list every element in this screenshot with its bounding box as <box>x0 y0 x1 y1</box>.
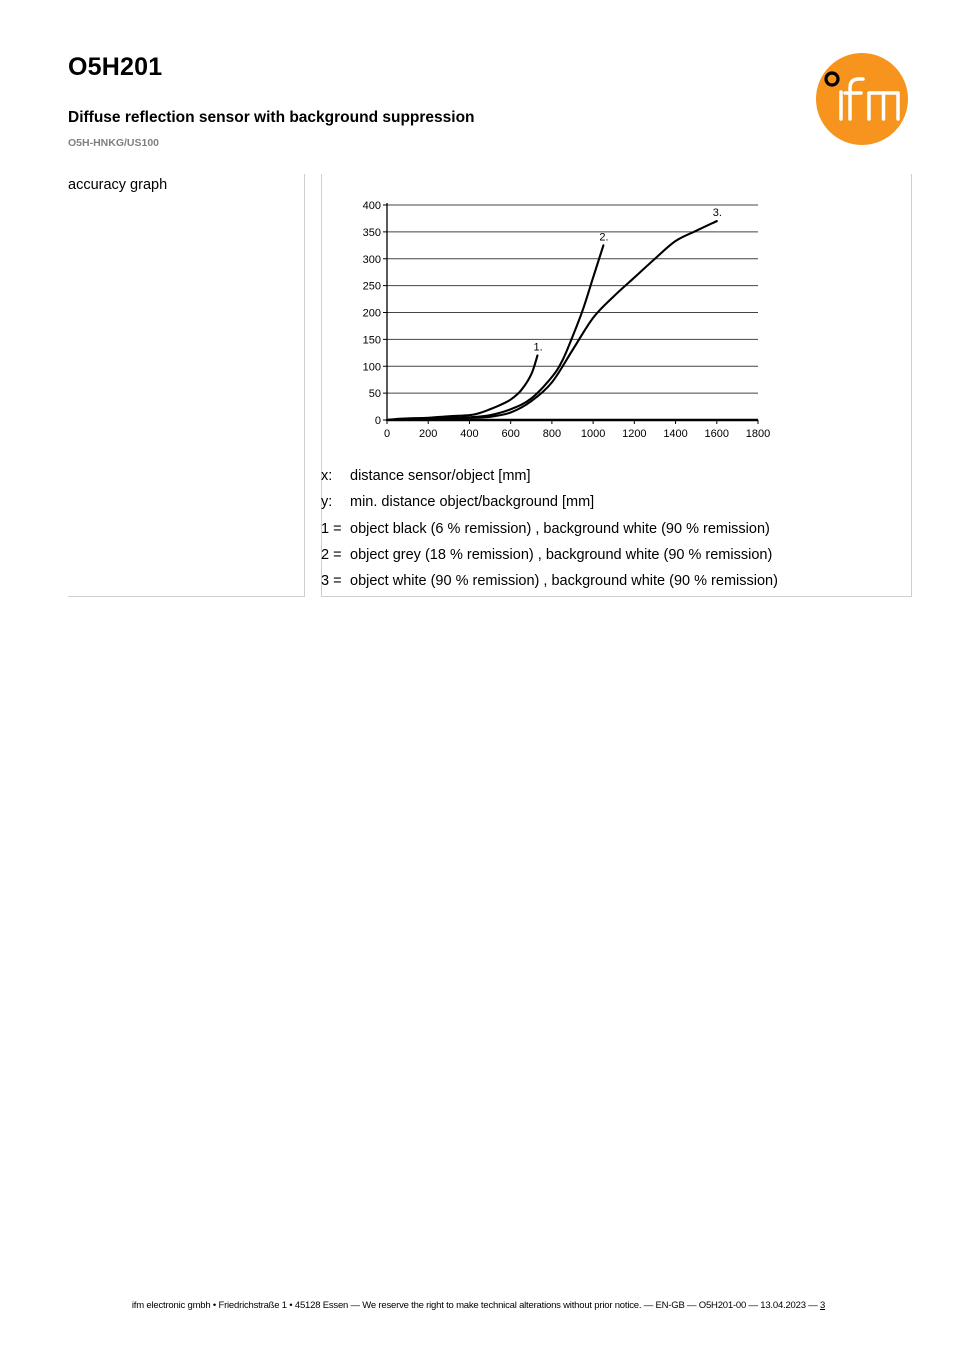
product-title: O5H201 <box>68 53 163 81</box>
legend-row-3 <box>321 571 778 597</box>
x-tick-label: 1800 <box>745 428 771 440</box>
x-tick-label: 0 <box>383 428 391 440</box>
y-tick-label: 350 <box>362 226 381 239</box>
chart-axes <box>387 203 758 420</box>
legend-row-2 <box>321 545 778 571</box>
ifm-logo <box>815 52 909 146</box>
x-tick-label: 1000 <box>580 428 606 440</box>
y-tick-label: 250 <box>362 280 381 293</box>
series-line-3 <box>387 221 717 420</box>
y-tick-label: 150 <box>362 334 381 347</box>
legend-text: min. distance object/background [mm] <box>350 494 595 511</box>
x-tick-label: 1200 <box>622 428 647 440</box>
y-tick-label: 400 <box>362 200 381 212</box>
page-number: 3 <box>820 1300 826 1311</box>
legend-text: object black (6 % remission) , background white (90 % remission) <box>350 520 770 537</box>
y-tick-label: 50 <box>368 388 381 401</box>
x-tick-label: 200 <box>419 428 438 440</box>
legend-row-y <box>321 492 778 518</box>
legend-key: 1 = <box>321 520 342 537</box>
chart-lines <box>387 221 717 420</box>
x-tick-label: 1400 <box>663 428 688 440</box>
article-code: O5H-HNKG/US100 <box>68 137 160 149</box>
y-tick-label: 100 <box>362 361 381 374</box>
series-label-3: 3. <box>712 207 722 220</box>
chart-legend <box>321 466 778 597</box>
chart-grid <box>387 205 758 393</box>
series-line-2 <box>387 245 603 420</box>
legend-key: x: <box>321 468 333 484</box>
chart-ticks <box>363 200 771 440</box>
series-label-1: 1. <box>533 341 543 354</box>
legend-row-1 <box>321 519 778 545</box>
x-tick-label: 800 <box>542 428 562 440</box>
y-tick-label: 0 <box>374 415 381 427</box>
legend-text: object white (90 % remission) , background white (90 % remission) <box>350 573 778 590</box>
page-footer <box>0 1300 957 1311</box>
series-label-2: 2. <box>599 231 609 244</box>
footer-text: ifm electronic gmbh • Friedrichstraße 1 • 45128 Essen — We reserve the right to make technical alterations without prior notice. — EN-GB — O5H201-00 — 13.04.2023 — <box>131 1300 818 1311</box>
x-tick-label: 600 <box>501 428 520 440</box>
legend-key: 2 = <box>321 546 342 563</box>
x-tick-label: 1600 <box>704 428 730 440</box>
legend-key: y: <box>321 494 333 511</box>
accuracy-chart <box>340 192 780 446</box>
legend-text: distance sensor/object [mm] <box>350 468 531 484</box>
x-tick-label: 400 <box>460 428 479 440</box>
chart-series-labels <box>533 207 722 353</box>
table-label-cell <box>68 174 305 597</box>
product-subtitle: Diffuse reflection sensor with background suppression <box>68 109 475 126</box>
y-tick-label: 200 <box>362 307 381 320</box>
legend-key: 3 = <box>321 573 342 590</box>
legend-text: object grey (18 % remission) , background white (90 % remission) <box>350 546 773 563</box>
legend-row-x <box>321 466 778 492</box>
y-tick-label: 300 <box>362 253 381 266</box>
section-label: accuracy graph <box>68 177 168 193</box>
